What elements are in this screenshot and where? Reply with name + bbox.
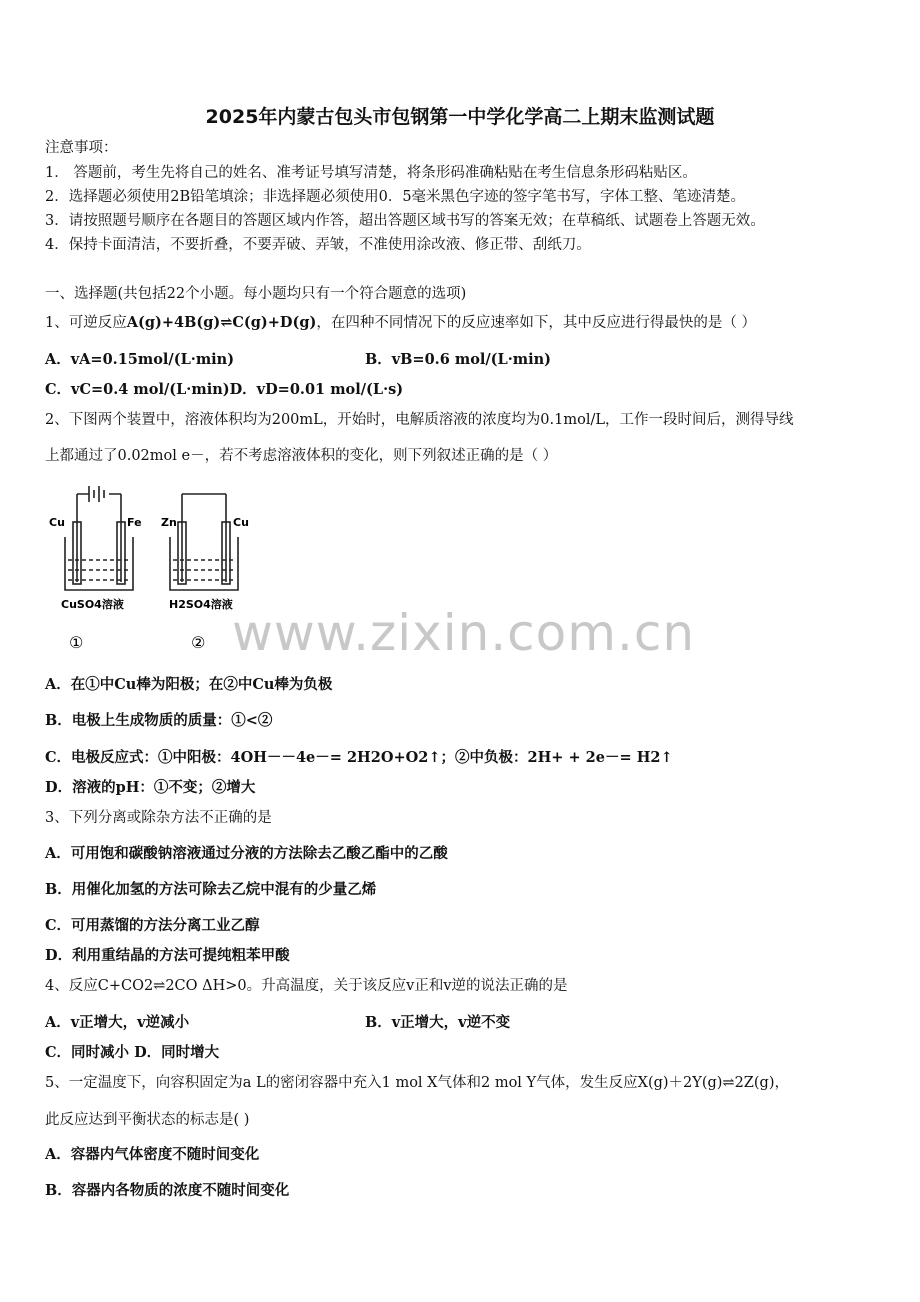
q3-stem: 3、下列分离或除杂方法不正确的是 bbox=[45, 810, 272, 826]
q1-option-b: B．vB=0.6 mol/(L·min) bbox=[365, 351, 552, 368]
q1-reaction: A(g)+4B(g)⇌C(g)+D(g) bbox=[126, 314, 317, 331]
fig1-left-label: Cu bbox=[49, 516, 65, 529]
notice-heading: 注意事项： bbox=[45, 140, 118, 156]
fig2-right-label: Cu bbox=[233, 516, 249, 529]
notice-item-2: 2．选择题必须使用2B铅笔填涂；非选择题必须使用0．5毫米黑色字迹的签字笔书写，字体工整、笔迹清楚。 bbox=[45, 189, 746, 205]
notice-item-1: 1． 答题前，考生先将自己的姓名、准考证号填写清楚，将条形码准确粘贴在考生信息条形码粘贴区。 bbox=[45, 165, 697, 181]
notice-item-3: 3．请按照题号顺序在各题目的答题区域内作答，超出答题区域书写的答案无效；在草稿纸、试题卷上答题无效。 bbox=[45, 213, 765, 229]
q5-stem-2: 此反应达到平衡状态的标志是( ) bbox=[45, 1112, 250, 1128]
q1-stem-pre: 1、可逆反应 bbox=[45, 315, 127, 331]
fig1-solution: CuSO4溶液 bbox=[61, 598, 124, 611]
q5-stem-1: 5、一定温度下，向容积固定为a L的密闭容器中充入1 mol X气体和2 mol Y气体，发生反应X(g)＋2Y(g)⇌2Z(g)， bbox=[45, 1075, 789, 1091]
q2-stem-1: 2、下图两个装置中，溶液体积均为200mL，开始时，电解质溶液的浓度均为0.1mol/L，工作一段时间后，测得导线 bbox=[45, 412, 794, 428]
q4-stem: 4、反应C+CO2⇌2CO ΔH>0。升高温度，关于该反应v正和v逆的说法正确的是 bbox=[45, 978, 568, 994]
q3-option-b: B．用催化加氢的方法可除去乙烷中混有的少量乙烯 bbox=[45, 881, 377, 898]
fig2-solution: H2SO4溶液 bbox=[169, 598, 233, 611]
q2-option-a: A．在①中Cu棒为阳极；在②中Cu棒为负极 bbox=[45, 676, 333, 693]
q5-option-a: A．容器内气体密度不随时间变化 bbox=[45, 1146, 260, 1163]
fig1-number: ① bbox=[69, 633, 84, 652]
q1-option-cd: C．vC=0.4 mol/(L·min)D．vD=0.01 mol/(L·s) bbox=[45, 381, 404, 398]
q2-stem-2: 上都通过了0.02mol e－，若不考虑溶液体积的变化，则下列叙述正确的是（ ） bbox=[45, 448, 558, 464]
watermark: www.zixin.com.cn bbox=[232, 604, 696, 662]
q3-option-c: C．可用蒸馏的方法分离工业乙醇 bbox=[45, 917, 260, 934]
q3-option-d: D．利用重结晶的方法可提纯粗苯甲酸 bbox=[45, 947, 290, 964]
q4-option-a: A．v正增大，v逆减小 bbox=[45, 1014, 190, 1031]
fig2-left-label: Zn bbox=[161, 516, 177, 529]
q1-option-a: A．vA=0.15mol/(L·min) bbox=[45, 351, 235, 368]
notice-item-4: 4．保持卡面清洁，不要折叠，不要弄破、弄皱，不准使用涂改液、修正带、刮纸刀。 bbox=[45, 237, 591, 253]
q5-option-b: B．容器内各物质的浓度不随时间变化 bbox=[45, 1182, 290, 1199]
q2-option-c: C．电极反应式：①中阳极：4OH－－4e－= 2H2O+O2↑；②中负极：2H+ + 2e－= H2↑ bbox=[45, 749, 673, 766]
q4-option-cd: C．同时减小 D．同时增大 bbox=[45, 1044, 220, 1061]
q2-option-b: B．电极上生成物质的质量：①<② bbox=[45, 712, 273, 729]
fig2-number: ② bbox=[191, 633, 206, 652]
q2-option-d: D．溶液的pH：①不变；②增大 bbox=[45, 779, 256, 796]
page-title: 2025年内蒙古包头市包钢第一中学化学高二上期末监测试题 bbox=[205, 106, 715, 128]
apparatus-1 bbox=[65, 486, 133, 590]
q1-stem bbox=[45, 313, 756, 333]
fig1-right-label: Fe bbox=[127, 516, 142, 529]
section-heading: 一、选择题(共包括22个小题。每小题均只有一个符合题意的选项) bbox=[45, 286, 467, 302]
q3-option-a: A．可用饱和碳酸钠溶液通过分液的方法除去乙酸乙酯中的乙酸 bbox=[45, 845, 448, 862]
apparatus-2 bbox=[170, 494, 238, 590]
q1-stem-post: ，在四种不同情况下的反应速率如下，其中反应进行得最快的是（ ） bbox=[316, 315, 756, 331]
q4-option-b: B．v正增大，v逆不变 bbox=[365, 1014, 511, 1031]
